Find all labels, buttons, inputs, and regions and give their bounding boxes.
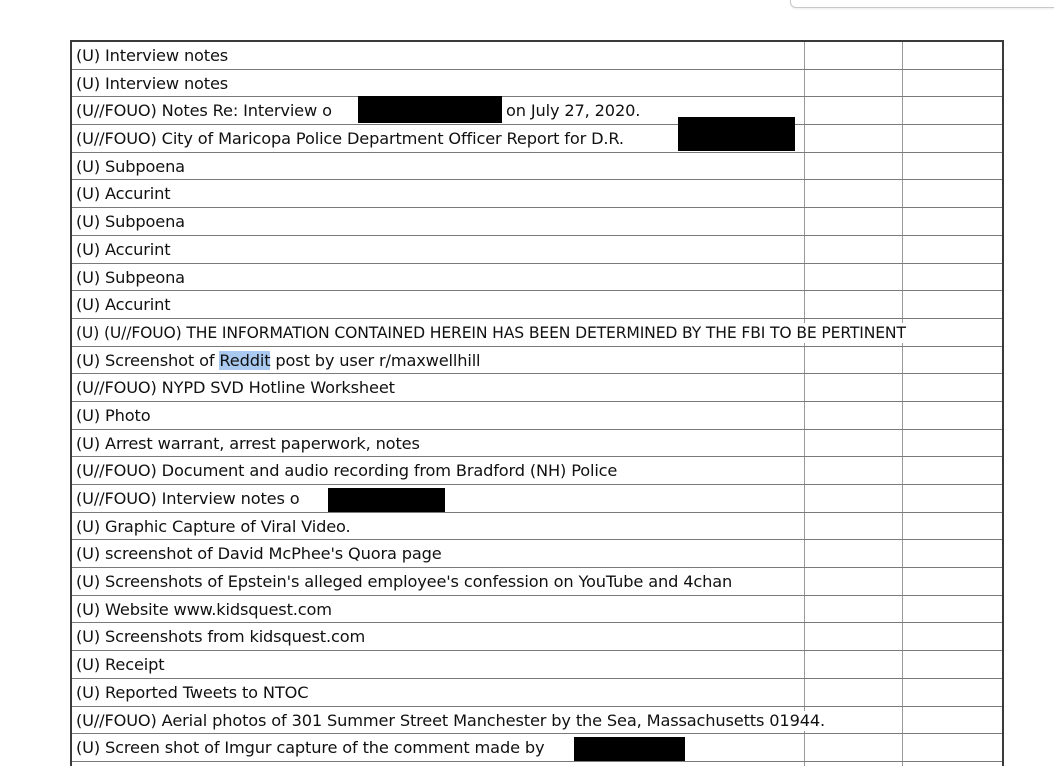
row-description-rest: post by user r/maxwellhill <box>270 350 481 370</box>
row-description <box>76 351 480 371</box>
row-description: (U) (U//FOUO) THE INFORMATION CONTAINED HEREIN HAS BEEN DETERMINED BY THE FBI TO BE PERTINENT <box>76 323 1002 343</box>
redaction-block <box>574 737 685 761</box>
row-description: (U) Interview notes <box>76 46 229 65</box>
table-row <box>72 430 1002 458</box>
table-row <box>72 651 1002 679</box>
table-row <box>72 540 1002 568</box>
row-description: (U//FOUO) Notes Re: Interview o <box>76 101 332 121</box>
table-row <box>72 208 1002 236</box>
row-description: (U) Reported Tweets to NTOC <box>76 682 309 702</box>
row-description: (U) Photo <box>76 405 151 425</box>
column-divider <box>902 153 903 180</box>
row-description: (U) Screenshots from kidsquest.com <box>76 627 366 647</box>
row-description: (U//FOUO) NYPD SVD Hotline Worksheet <box>76 378 395 398</box>
column-divider <box>902 125 903 152</box>
column-divider <box>804 97 805 124</box>
table-row <box>72 513 1002 541</box>
column-divider <box>804 264 805 291</box>
column-divider <box>804 374 805 401</box>
row-description-suffix: on July 27, 2020. <box>506 101 641 121</box>
row-description: (U) Graphic Capture of Viral Video. <box>76 516 351 536</box>
column-divider <box>804 236 805 263</box>
column-divider <box>804 291 805 318</box>
column-divider <box>902 42 903 69</box>
column-divider <box>902 485 903 512</box>
column-divider <box>902 347 903 374</box>
row-description-prefix: (U) Screenshot of <box>76 350 220 370</box>
table-row <box>72 457 1002 485</box>
column-divider <box>804 651 805 678</box>
column-divider <box>804 623 805 650</box>
row-description: (U) Subpoena <box>76 156 185 176</box>
table-row <box>72 623 1002 651</box>
column-divider <box>804 125 805 152</box>
table-row-partial <box>72 762 1002 766</box>
table-row <box>72 291 1002 319</box>
column-divider <box>804 762 805 766</box>
column-divider <box>902 374 903 401</box>
table-row <box>72 125 1002 153</box>
table-row <box>72 707 1002 735</box>
table-row <box>72 42 1002 70</box>
row-description: (U) Interview notes <box>76 73 229 93</box>
redaction-block <box>678 117 795 151</box>
table-row <box>72 374 1002 402</box>
column-divider <box>804 596 805 623</box>
table-row <box>72 679 1002 707</box>
column-divider <box>902 540 903 567</box>
table-row <box>72 347 1002 375</box>
table-row <box>72 319 1002 347</box>
column-divider <box>804 540 805 567</box>
row-description: (U//FOUO) City of Maricopa Police Department Officer Report for D.R. <box>76 129 624 149</box>
column-divider <box>902 180 903 207</box>
column-divider <box>902 762 903 766</box>
column-divider <box>902 70 903 97</box>
column-divider <box>902 568 903 595</box>
column-divider <box>804 42 805 69</box>
redaction-block <box>328 488 445 512</box>
column-divider <box>804 485 805 512</box>
row-description: (U//FOUO) Interview notes o <box>76 489 300 508</box>
column-divider <box>804 734 805 761</box>
column-divider <box>804 153 805 180</box>
column-divider <box>804 208 805 235</box>
column-divider <box>902 236 903 263</box>
column-divider <box>804 679 805 706</box>
row-description: (U) Accurint <box>76 239 171 259</box>
column-divider <box>902 402 903 429</box>
redaction-block <box>358 96 502 123</box>
table-row <box>72 70 1002 98</box>
table-row <box>72 264 1002 292</box>
row-description: (U) Arrest warrant, arrest paperwork, notes <box>76 433 420 453</box>
column-divider <box>804 430 805 457</box>
table-row <box>72 236 1002 264</box>
evidence-table <box>70 40 1004 766</box>
column-divider <box>804 180 805 207</box>
column-divider <box>902 651 903 678</box>
table-row <box>72 568 1002 596</box>
table-row <box>72 485 1002 513</box>
selected-text-highlight[interactable]: Reddit <box>219 350 271 370</box>
floating-panel-edge <box>790 0 1054 8</box>
table-row <box>72 734 1002 762</box>
row-description: (U//FOUO) Aerial photos of 301 Summer Street Manchester by the Sea, Massachusetts 01944. <box>76 710 826 730</box>
column-divider <box>902 430 903 457</box>
row-description: (U) Subpoena <box>76 212 185 232</box>
column-divider <box>902 291 903 318</box>
column-divider <box>804 568 805 595</box>
column-divider <box>804 347 805 374</box>
row-description: (U) Screenshots of Epstein's alleged employee's confession on YouTube and 4chan <box>76 572 733 592</box>
row-description: (U) screenshot of David McPhee's Quora page <box>76 544 442 564</box>
row-description: (U) Website www.kidsquest.com <box>76 599 332 619</box>
row-description: (U) Accurint <box>76 184 171 204</box>
table-row <box>72 402 1002 430</box>
column-divider <box>902 623 903 650</box>
column-divider <box>902 457 903 484</box>
table-row <box>72 180 1002 208</box>
row-description: (U//FOUO) Document and audio recording from Bradford (NH) Police <box>76 461 618 481</box>
row-description: (U) Receipt <box>76 655 165 675</box>
table-row <box>72 97 1002 125</box>
column-divider <box>902 679 903 706</box>
column-divider <box>804 457 805 484</box>
column-divider <box>902 264 903 291</box>
column-divider <box>902 97 903 124</box>
column-divider <box>902 734 903 761</box>
column-divider <box>804 513 805 540</box>
row-description: (U) Subpeona <box>76 267 185 287</box>
row-description: (U) Accurint <box>76 295 171 315</box>
table-row <box>72 153 1002 181</box>
table-row <box>72 596 1002 624</box>
column-divider <box>902 208 903 235</box>
row-description: (U) Screen shot of Imgur capture of the comment made by <box>76 738 545 758</box>
column-divider <box>902 513 903 540</box>
column-divider <box>804 70 805 97</box>
column-divider <box>902 707 903 734</box>
column-divider <box>804 402 805 429</box>
column-divider <box>902 596 903 623</box>
